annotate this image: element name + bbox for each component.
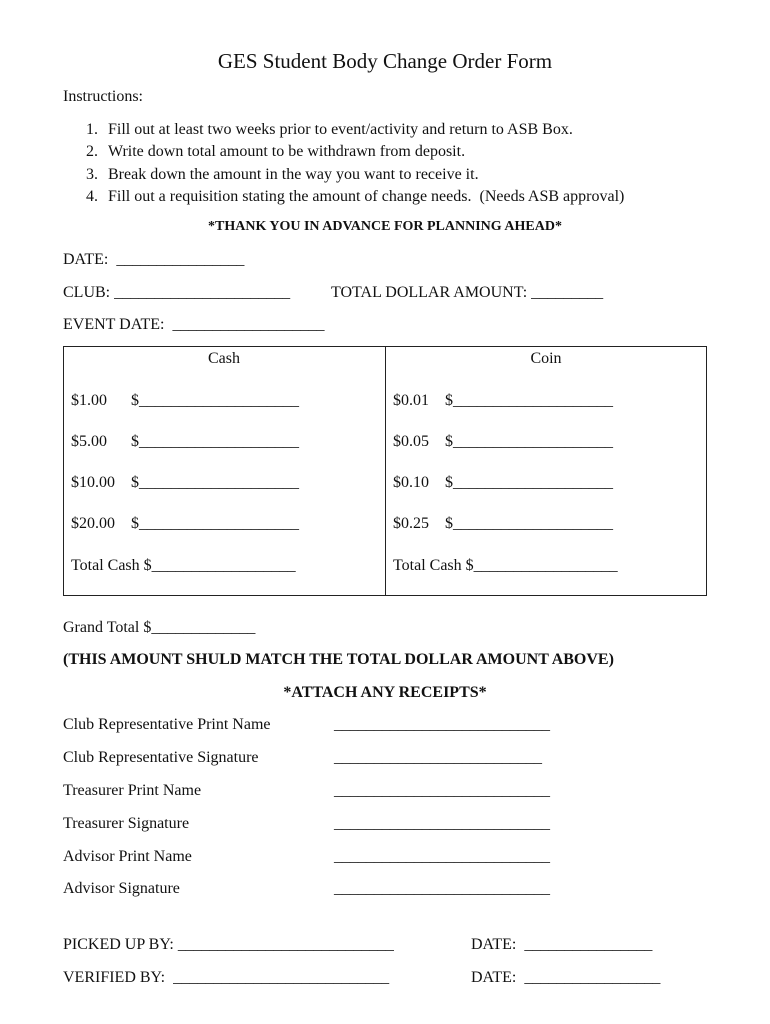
coin-amount-field[interactable]: $____________________ — [445, 515, 613, 532]
instruction-item — [86, 119, 624, 141]
signature-label: Advisor Print Name — [63, 848, 192, 865]
date-field[interactable]: DATE: ________________ — [63, 251, 245, 268]
picked-up-date-field[interactable]: DATE: ________________ — [471, 936, 653, 953]
match-note: (THIS AMOUNT SHULD MATCH THE TOTAL DOLLAR AMOUNT ABOVE) — [63, 651, 614, 668]
instructions-list — [86, 119, 624, 208]
signature-label: Treasurer Signature — [63, 815, 190, 832]
instruction-number: 2. — [86, 143, 98, 161]
cash-amount-field[interactable]: $____________________ — [131, 433, 299, 450]
instruction-item — [86, 141, 624, 163]
signature-label: Club Representative Signature — [63, 749, 259, 766]
coin-total-field[interactable]: Total Cash $__________________ — [393, 557, 618, 574]
signature-label: Treasurer Print Name — [63, 782, 202, 799]
cash-header: Cash — [208, 350, 240, 367]
coin-denomination-label: $0.01 — [393, 392, 429, 409]
cash-denomination-label: $5.00 — [71, 433, 107, 450]
coin-amount-field[interactable]: $____________________ — [445, 392, 613, 409]
picked-up-by-field[interactable]: PICKED UP BY: ___________________________ — [63, 936, 394, 953]
coin-amount-field[interactable]: $____________________ — [445, 433, 613, 450]
total-dollar-amount-field[interactable]: TOTAL DOLLAR AMOUNT: _________ — [331, 284, 604, 301]
cash-amount-field[interactable]: $____________________ — [131, 474, 299, 491]
coin-denomination-label: $0.25 — [393, 515, 429, 532]
verified-by-field[interactable]: VERIFIED BY: ___________________________ — [63, 969, 390, 986]
coin-header: Coin — [530, 350, 562, 367]
coin-amount-field[interactable]: $____________________ — [445, 474, 613, 491]
verified-date-field[interactable]: DATE: _________________ — [471, 969, 661, 986]
cash-amount-field[interactable]: $____________________ — [131, 515, 299, 532]
club-rep-print-name-line[interactable]: ___________________________ — [334, 716, 550, 733]
instruction-number: 4. — [86, 187, 98, 205]
cash-total-field[interactable]: Total Cash $__________________ — [71, 557, 296, 574]
instruction-number: 3. — [86, 165, 98, 183]
club-rep-signature-line[interactable]: __________________________ — [334, 749, 542, 766]
instruction-text: Break down the amount in the way you want to receive it. — [108, 165, 479, 183]
signature-label: Advisor Signature — [63, 880, 180, 897]
signature-label: Club Representative Print Name — [63, 716, 271, 733]
instruction-text: Write down total amount to be withdrawn from deposit. — [108, 143, 466, 161]
cash-denomination-label: $20.00 — [71, 515, 115, 532]
cash-denomination-label: $10.00 — [71, 474, 115, 491]
table-divider — [385, 347, 386, 595]
thank-you-note: *THANK YOU IN ADVANCE FOR PLANNING AHEAD* — [208, 219, 562, 234]
treasurer-signature-line[interactable]: ___________________________ — [334, 815, 550, 832]
cash-amount-field[interactable]: $____________________ — [131, 392, 299, 409]
coin-denomination-label: $0.10 — [393, 474, 429, 491]
instructions-label: Instructions: — [63, 88, 143, 105]
instruction-number: 1. — [86, 121, 98, 138]
treasurer-print-name-line[interactable]: ___________________________ — [334, 782, 550, 799]
attach-receipts-note: *ATTACH ANY RECEIPTS* — [283, 684, 487, 701]
grand-total-field[interactable]: Grand Total $_____________ — [63, 619, 256, 636]
instruction-text: Fill out a requisition stating the amount of change needs. (Needs ASB approval) — [108, 187, 625, 205]
instruction-item — [86, 164, 624, 186]
event-date-field[interactable]: EVENT DATE: ___________________ — [63, 316, 325, 333]
instruction-text: Fill out at least two weeks prior to event/activity and return to ASB Box. — [108, 121, 573, 138]
form-title: GES Student Body Change Order Form — [217, 49, 553, 73]
advisor-signature-line[interactable]: ___________________________ — [334, 880, 550, 897]
cash-denomination-label: $1.00 — [71, 392, 107, 409]
club-field[interactable]: CLUB: ______________________ — [63, 284, 291, 301]
instruction-item — [86, 186, 624, 208]
advisor-print-name-line[interactable]: ___________________________ — [334, 848, 550, 865]
coin-denomination-label: $0.05 — [393, 433, 429, 450]
